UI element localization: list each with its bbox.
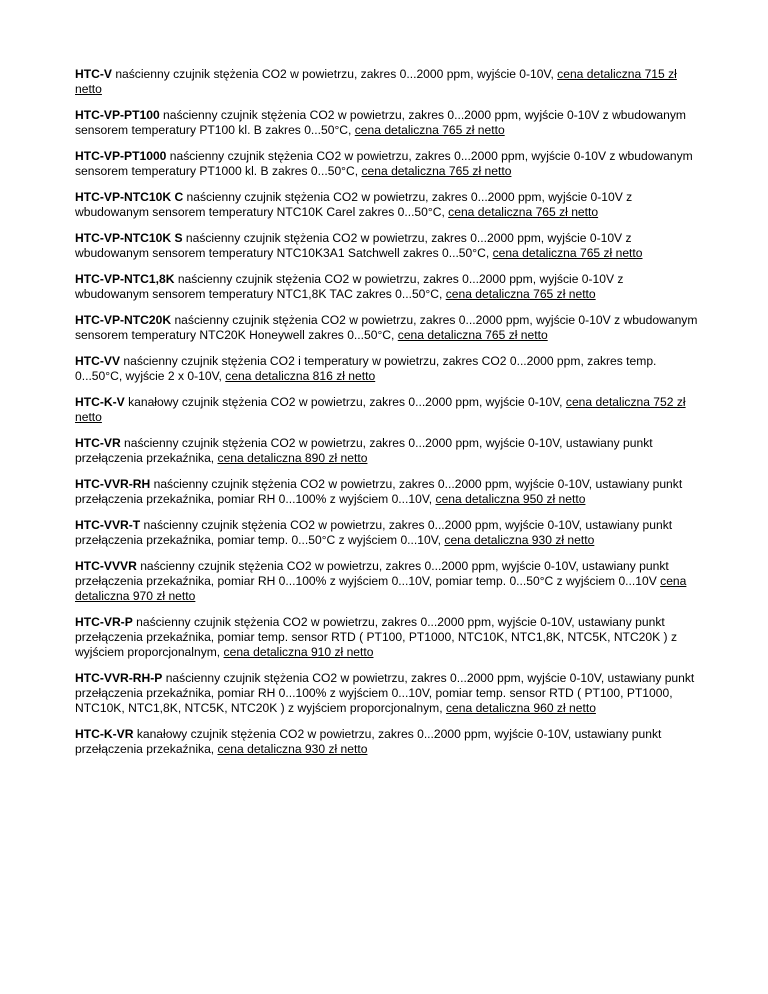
product-code: HTC-VP-NTC10K C xyxy=(75,190,184,204)
price-link[interactable]: cena detaliczna 950 zł netto xyxy=(435,492,586,506)
price-link[interactable]: cena detaliczna 715 zł netto xyxy=(75,67,677,96)
product-code: HTC-VP-NTC20K xyxy=(75,313,172,327)
product-code: HTC-VVR-RH-P xyxy=(75,671,163,685)
product-code: HTC-K-VR xyxy=(75,727,134,741)
product-code: HTC-K-V xyxy=(75,395,125,409)
product-entry xyxy=(75,272,700,302)
product-description: kanałowy czujnik stężenia CO2 w powietrzu, zakres 0...2000 ppm, wyjście 0-10V, ustawiany punkt przełączenia przekaźnika, xyxy=(75,727,662,756)
product-entry xyxy=(75,149,700,179)
price-link[interactable]: cena detaliczna 930 zł netto xyxy=(444,533,595,547)
price-link[interactable]: cena detaliczna 765 zł netto xyxy=(397,328,548,342)
product-code: HTC-VVR-RH xyxy=(75,477,151,491)
product-entry xyxy=(75,559,700,604)
product-code: HTC-VP-PT100 xyxy=(75,108,160,122)
product-entry xyxy=(75,436,700,466)
price-link[interactable]: cena detaliczna 765 zł netto xyxy=(492,246,643,260)
product-code: HTC-VP-PT1000 xyxy=(75,149,167,163)
product-code: HTC-VP-NTC1,8K xyxy=(75,272,175,286)
product-entry xyxy=(75,477,700,507)
product-description: naścienny czujnik stężenia CO2 i temperatury w powietrzu, zakres CO2 0...2000 ppm, zakres temp. 0...50°C, wyjście 2 x 0-10V, xyxy=(75,354,657,383)
product-code: HTC-V xyxy=(75,67,112,81)
product-description: naścienny czujnik stężenia CO2 w powietrzu, zakres 0...2000 ppm, wyjście 0-10V, ustawiany punkt przełączenia przekaźnika, pomiar temp. 0...50°C z wyjściem 0...10V, xyxy=(75,518,673,547)
price-link[interactable]: cena detaliczna 816 zł netto xyxy=(225,369,376,383)
price-link[interactable]: cena detaliczna 752 zł netto xyxy=(75,395,686,424)
price-link[interactable]: cena detaliczna 910 zł netto xyxy=(223,645,374,659)
product-description: kanałowy czujnik stężenia CO2 w powietrzu, zakres 0...2000 ppm, wyjście 0-10V, xyxy=(124,395,566,409)
product-list xyxy=(75,67,700,768)
price-link[interactable]: cena detaliczna 765 zł netto xyxy=(361,164,512,178)
product-code: HTC-VR-P xyxy=(75,615,133,629)
product-description: naścienny czujnik stężenia CO2 w powietrzu, zakres 0...2000 ppm, wyjście 0-10V, xyxy=(111,67,558,81)
product-code: HTC-VR xyxy=(75,436,121,450)
product-entry xyxy=(75,727,700,757)
product-description: naścienny czujnik stężenia CO2 w powietrzu, zakres 0...2000 ppm, wyjście 0-10V z wbudowanym sensorem temperatury NTC10K Carel zakres 0...50°C, xyxy=(75,190,633,219)
product-description: naścienny czujnik stężenia CO2 w powietrzu, zakres 0...2000 ppm, wyjście 0-10V, ustawiany punkt przełączenia przekaźnika, pomiar RH 0...100% z wyjściem 0...10V, xyxy=(75,477,683,506)
price-link[interactable]: cena detaliczna 765 zł netto xyxy=(354,123,505,137)
product-entry xyxy=(75,354,700,384)
price-link[interactable]: cena detaliczna 960 zł netto xyxy=(445,701,596,715)
product-description: naścienny czujnik stężenia CO2 w powietrzu, zakres 0...2000 ppm, wyjście 0-10V z wbudowanym sensorem temperatury NTC20K Honeywell zakres 0...50°C, xyxy=(75,313,698,342)
product-entry xyxy=(75,518,700,548)
product-entry xyxy=(75,671,700,716)
product-entry xyxy=(75,395,700,425)
product-entry xyxy=(75,615,700,660)
price-link[interactable]: cena detaliczna 930 zł netto xyxy=(217,742,368,756)
product-code: HTC-VVVR xyxy=(75,559,137,573)
product-code: HTC-VV xyxy=(75,354,121,368)
price-link[interactable]: cena detaliczna 890 zł netto xyxy=(217,451,368,465)
product-description: naścienny czujnik stężenia CO2 w powietrzu, zakres 0...2000 ppm, wyjście 0-10V z wbudowanym sensorem temperatury PT100 kl. B zakres 0...50°C, xyxy=(75,108,687,137)
product-description: naścienny czujnik stężenia CO2 w powietrzu, zakres 0...2000 ppm, wyjście 0-10V, ustawiany punkt przełączenia przekaźnika, pomiar RH 0...100% z wyjściem 0...10V, pomiar temp. sensor RTD ( PT100, PT1000, NTC10K, NTC1,8K, NTC5K, NTC20K ) z wyjściem proporcjonalnym, xyxy=(75,671,695,715)
product-description: naścienny czujnik stężenia CO2 w powietrzu, zakres 0...2000 ppm, wyjście 0-10V z wbudowanym sensorem temperatury NTC1,8K TAC zakres 0...50°C, xyxy=(75,272,624,301)
product-entry xyxy=(75,190,700,220)
product-code: HTC-VP-NTC10K S xyxy=(75,231,183,245)
product-entry xyxy=(75,231,700,261)
product-description: naścienny czujnik stężenia CO2 w powietrzu, zakres 0...2000 ppm, wyjście 0-10V, ustawiany punkt przełączenia przekaźnika, pomiar RH 0...100% z wyjściem 0...10V, pomiar temp. 0...50°C z wyjściem 0...10V xyxy=(75,559,669,588)
product-entry xyxy=(75,313,700,343)
product-entry xyxy=(75,108,700,138)
product-description: naścienny czujnik stężenia CO2 w powietrzu, zakres 0...2000 ppm, wyjście 0-10V, ustawiany punkt przełączenia przekaźnika, pomiar temp. sensor RTD ( PT100, PT1000, NTC10K, NTC1,8K, NTC5K, NTC20K ) z wyjściem proporcjonalnym, xyxy=(75,615,677,659)
price-link[interactable]: cena detaliczna 765 zł netto xyxy=(448,205,599,219)
product-entry xyxy=(75,67,700,97)
product-code: HTC-VVR-T xyxy=(75,518,141,532)
product-description: naścienny czujnik stężenia CO2 w powietrzu, zakres 0...2000 ppm, wyjście 0-10V z wbudowanym sensorem temperatury PT1000 kl. B zakres 0...50°C, xyxy=(75,149,693,178)
product-description: naścienny czujnik stężenia CO2 w powietrzu, zakres 0...2000 ppm, wyjście 0-10V z wbudowanym sensorem temperatury NTC10K3A1 Satchwell zakres 0...50°C, xyxy=(75,231,632,260)
price-link[interactable]: cena detaliczna 765 zł netto xyxy=(445,287,596,301)
product-description: naścienny czujnik stężenia CO2 w powietrzu, zakres 0...2000 ppm, wyjście 0-10V, ustawiany punkt przełączenia przekaźnika, xyxy=(75,436,653,465)
price-link[interactable]: cena detaliczna 970 zł netto xyxy=(75,574,687,603)
